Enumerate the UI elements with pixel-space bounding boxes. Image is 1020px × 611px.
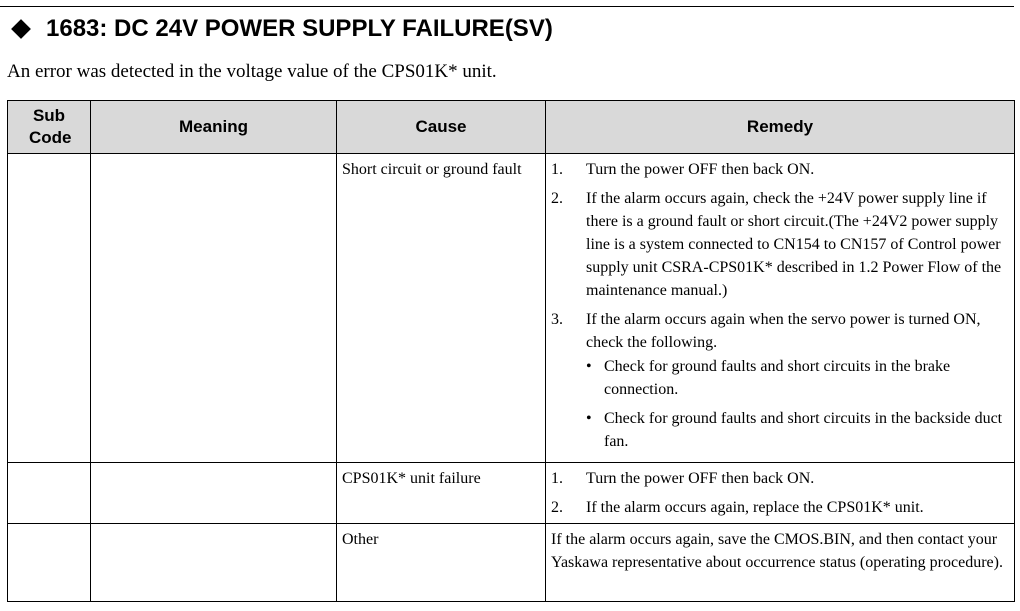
meaning-cell (91, 154, 337, 463)
table-header-row (8, 101, 1015, 154)
top-rule (0, 6, 1014, 7)
step-number: 2. (551, 190, 563, 207)
sub-code-cell (8, 154, 91, 463)
check-text: Check for ground faults and short circuits in the backside duct fan. (604, 410, 1003, 450)
sub-code-cell (8, 463, 91, 524)
step-number: 3. (551, 311, 563, 328)
step-number: 1. (551, 470, 563, 487)
check-item (586, 407, 1008, 453)
remedy-step (551, 496, 1008, 519)
bullet-icon: • (586, 410, 592, 427)
meaning-cell (91, 463, 337, 524)
table-row (8, 524, 1015, 602)
alarm-title: 1683: DC 24V POWER SUPPLY FAILURE(SV) (46, 15, 553, 42)
alarm-table (7, 100, 1015, 602)
cause-cell: Other (337, 524, 546, 602)
step-text: If the alarm occurs again when the servo power is turned ON, check the following. (586, 311, 981, 351)
remedy-cell: If the alarm occurs again, save the CMOS.BIN, and then contact your Yaskawa representative about occurrence status (operating procedure). (546, 524, 1015, 602)
table-row (8, 463, 1015, 524)
remedy-step (551, 158, 1008, 181)
remedy-steps (551, 158, 1008, 453)
remedy-step (551, 187, 1008, 302)
remedy-cell (546, 463, 1015, 524)
step-text: If the alarm occurs again, replace the CPS01K* unit. (586, 499, 924, 516)
remedy-step (551, 467, 1008, 490)
alarm-description: An error was detected in the voltage value of the CPS01K* unit. (7, 61, 497, 82)
remedy-cell (546, 154, 1015, 463)
alarm-heading (8, 12, 553, 46)
step-text: If the alarm occurs again, check the +24V power supply line if there is a ground fault or short circuit.(The +24V2 power supply line is a system connected to CN154 to CN157 of Control power supply unit CSRA-CPS01K* described in 1.2 Power Flow of the maintenance manual.) (586, 190, 1002, 299)
step-number: 2. (551, 499, 563, 516)
sub-code-cell (8, 524, 91, 602)
step-text: Turn the power OFF then back ON. (586, 470, 815, 487)
header-remedy: Remedy (546, 101, 1015, 154)
header-meaning: Meaning (91, 101, 337, 154)
header-sub-code: Sub Code (8, 101, 91, 154)
check-item (586, 355, 1008, 401)
check-list (586, 355, 1008, 453)
remedy-step (551, 308, 1008, 453)
step-number: 1. (551, 161, 563, 178)
check-text: Check for ground faults and short circuits in the brake connection. (604, 358, 951, 398)
bullet-icon: • (586, 358, 592, 375)
cause-cell: Short circuit or ground fault (337, 154, 546, 463)
header-cause: Cause (337, 101, 546, 154)
step-text: Turn the power OFF then back ON. (586, 161, 815, 178)
diamond-bullet-icon (11, 19, 31, 39)
table-row (8, 154, 1015, 463)
meaning-cell (91, 524, 337, 602)
cause-cell: CPS01K* unit failure (337, 463, 546, 524)
remedy-steps (551, 467, 1008, 519)
